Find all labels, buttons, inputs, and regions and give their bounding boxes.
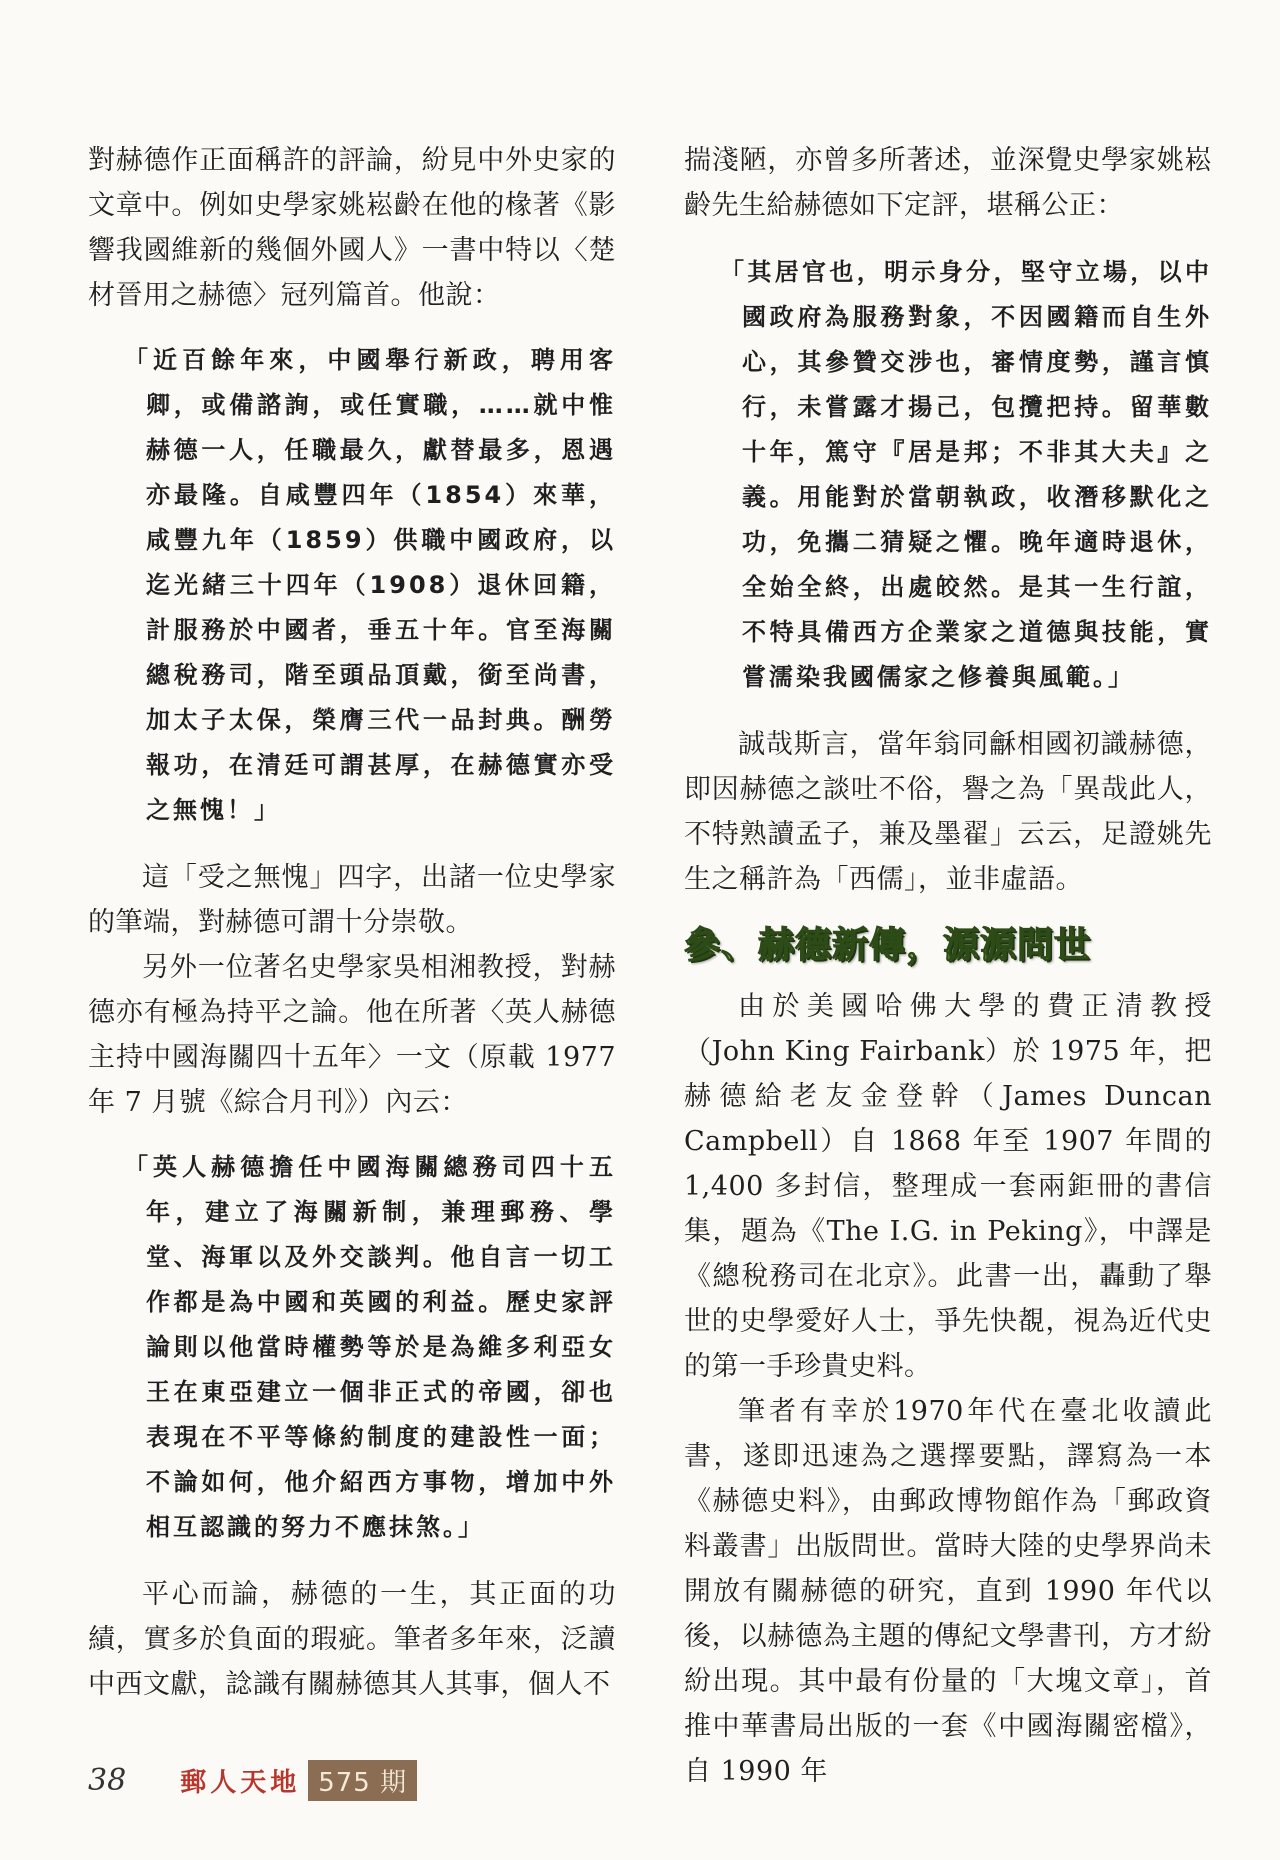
body-paragraph: 對赫德作正面稱許的評論，紛見中外史家的文章中。例如史學家姚崧齡在他的椽著《影響我國維新的幾個外國人》一書中特以〈楚材晉用之赫德〉冠列篇首。他說： bbox=[88, 145, 616, 311]
body-paragraph: 由於美國哈佛大學的費正清教授（John King Fairbank）於 1975 年，把赫德給老友金登幹（James Duncan Campbell）自 1868 年至 1907 年間的 1,400 多封信，整理成一套兩鉅冊的書信集，題為《The I.G. in Peking》，中譯是《總稅務司在北京》。此書一出，轟動了舉世的史學愛好人士，爭先快覩，視為近代史的第一手珍貴史料。 bbox=[684, 991, 1212, 1382]
block-quote: 「其居官也，明示身分，堅守立場，以中國政府為服務對象，不因國籍而自生外心，其參贊交涉也，審情度勢，謹言慎行，未嘗露才揚己，包攬把持。留華數十年，篤守『居是邦；不非其大夫』之義。用能對於當朝執政，收潛移默化之功，免攜二猜疑之懼。晚年適時退休，全始全終，出處皎然。是其一生行誼，不特具備西方企業家之道德與技能，實嘗濡染我國儒家之修養與風範。」 bbox=[720, 258, 1212, 691]
block-quote: 「英人赫德擔任中國海關總務司四十五年，建立了海關新制，兼理郵務、學堂、海軍以及外交談判。他自言一切工作都是為中國和英國的利益。歷史家評論則以他當時權勢等於是為維多利亞女王在東亞建立一個非正式的帝國，卻也表現在不平等條約制度的建設性一面；不論如何，他介紹西方事物，增加中外相互認識的努力不應抹煞。」 bbox=[124, 1153, 616, 1541]
page-footer bbox=[88, 1760, 417, 1800]
right-column bbox=[684, 138, 1212, 1794]
left-column bbox=[88, 138, 616, 1707]
body-paragraph: 誠哉斯言，當年翁同龢相國初識赫德，即因赫德之談吐不俗，譽之為「異哉此人，不特熟讀孟子，兼及墨翟」云云，足證姚先生之稱許為「西儒」，並非虛語。 bbox=[684, 729, 1212, 895]
body-paragraph: 平心而論，赫德的一生，其正面的功績，實多於負面的瑕疵。筆者多年來，泛讀中西文獻，諗識有關赫德其人其事，個人不 bbox=[88, 1579, 616, 1700]
body-paragraph: 揣淺陋，亦曾多所著述，並深覺史學家姚崧齡先生給赫德如下定評，堪稱公正： bbox=[684, 145, 1212, 221]
block-quote: 「近百餘年來，中國舉行新政，聘用客卿，或備諮詢，或任實職，……就中惟赫德一人，任職最久，獻替最多，恩遇亦最隆。自咸豐四年（1854）來華，咸豐九年（1859）供職中國政府，以迄光緒三十四年（1908）退休回籍，計服務於中國者，垂五十年。官至海關總稅務司，階至頭品頂戴，銜至尚書，加太子太保，榮膺三代一品封典。酬勞報功，在清廷可謂甚厚，在赫德實亦受之無愧！」 bbox=[124, 346, 616, 824]
page-number: 38 bbox=[88, 1762, 127, 1798]
body-paragraph: 另外一位著名史學家吳相湘教授，對赫德亦有極為持平之論。他在所著〈英人赫德主持中國海關四十五年〉一文（原載 1977 年 7 月號《綜合月刊》）內云： bbox=[88, 952, 616, 1118]
issue-badge: 575 期 bbox=[308, 1760, 417, 1801]
body-paragraph: 這「受之無愧」四字，出諸一位史學家的筆端，對赫德可謂十分崇敬。 bbox=[88, 862, 616, 938]
body-paragraph: 筆者有幸於1970年代在臺北收讀此書，遂即迅速為之選擇要點，譯寫為一本《赫德史料》，由郵政博物館作為「郵政資料叢書」出版問世。當時大陸的史學界尚未開放有關赫德的研究，直到 1990 年代以後，以赫德為主題的傳紀文學書刊，方才紛紛出現。其中最有份量的「大塊文章」，首推中華書局出版的一套《中國海關密檔》，自 1990 年 bbox=[684, 1396, 1212, 1787]
magazine-title: 郵人天地 bbox=[180, 1767, 301, 1798]
section-heading: 參、赫德新傳，源源問世 bbox=[684, 925, 1092, 966]
